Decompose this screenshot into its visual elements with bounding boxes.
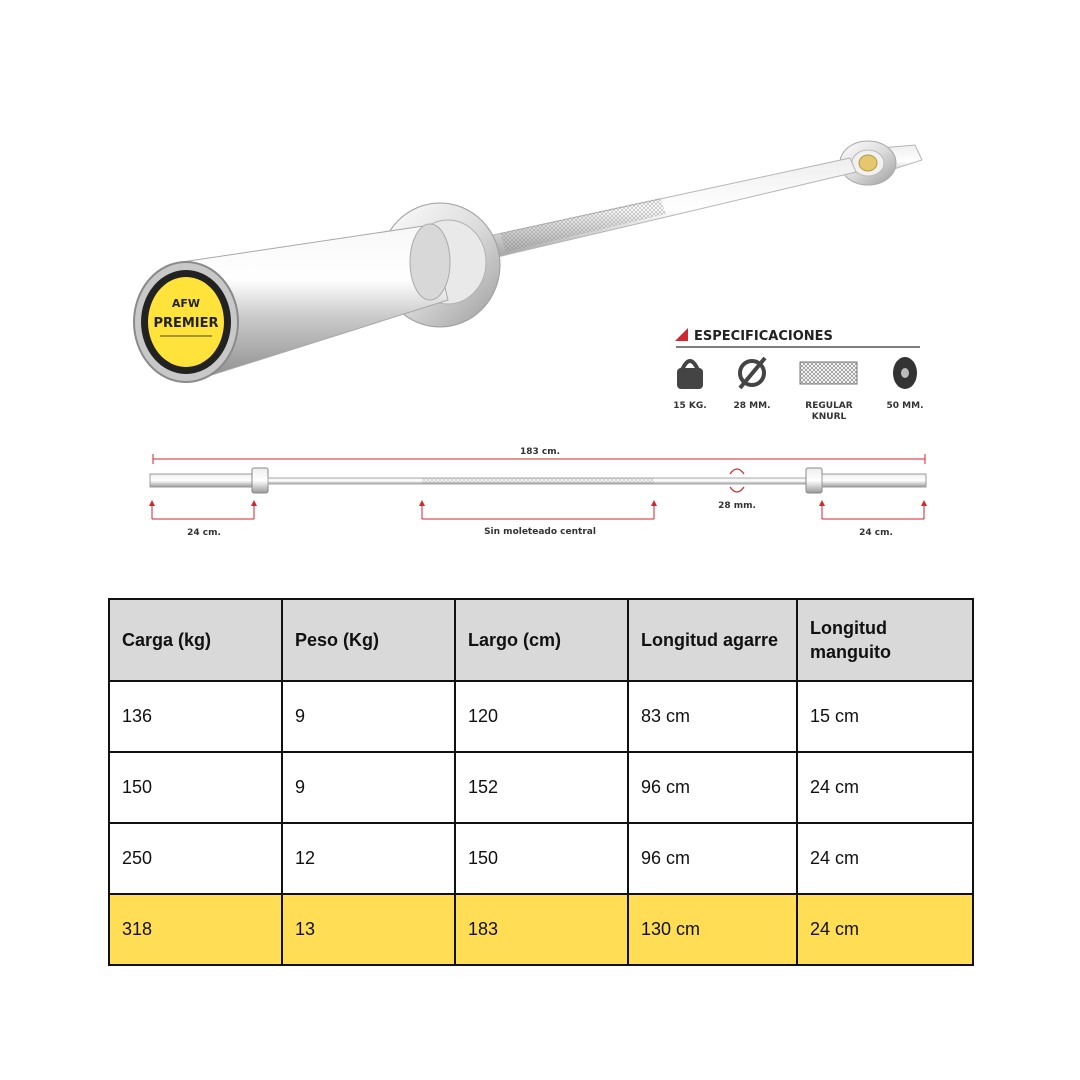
left-sleeve-dim-label: 24 cm. xyxy=(187,528,221,538)
table-header-row xyxy=(109,599,973,681)
specs-title: ESPECIFICACIONES xyxy=(694,329,833,344)
table-cell: 136 xyxy=(109,681,282,752)
header-largo: Largo (cm) xyxy=(455,599,628,681)
diameter-icon xyxy=(740,358,765,388)
table-cell: 96 cm xyxy=(628,823,797,894)
barbell-render xyxy=(134,141,922,382)
logo-line2: PREMIER xyxy=(153,316,219,331)
table-row xyxy=(109,681,973,752)
knurl-pattern-icon xyxy=(800,362,857,384)
table-cell: 120 xyxy=(455,681,628,752)
dimension-diagram xyxy=(149,447,927,538)
table-row xyxy=(109,823,973,894)
kettlebell-icon xyxy=(677,361,703,389)
spec-diameter-label: 28 MM. xyxy=(733,401,771,411)
spec-weight-label: 15 KG. xyxy=(673,401,707,411)
spec-knurl-label-line1: REGULAR xyxy=(805,401,853,411)
table-cell: 13 xyxy=(282,894,455,965)
diameter-dim-label: 28 mm. xyxy=(718,501,756,511)
table-cell: 15 cm xyxy=(797,681,973,752)
table-cell: 24 cm xyxy=(797,823,973,894)
table-cell: 24 cm xyxy=(797,752,973,823)
table-cell: 130 cm xyxy=(628,894,797,965)
total-length-label: 183 cm. xyxy=(519,447,561,457)
spec-sleeve-label: 50 MM. xyxy=(886,401,924,411)
right-sleeve-dim-label: 24 cm. xyxy=(859,528,893,538)
table-cell: 318 xyxy=(109,894,282,965)
spec-knurl-label-line2: KNURL xyxy=(811,412,847,422)
table-row xyxy=(109,752,973,823)
table-cell: 152 xyxy=(455,752,628,823)
header-longitud-manguito: Longitud manguito xyxy=(797,599,973,681)
table-cell: 183 xyxy=(455,894,628,965)
specs-panel xyxy=(673,328,923,422)
table-cell: 12 xyxy=(282,823,455,894)
table-cell: 9 xyxy=(282,681,455,752)
specs-accent-triangle xyxy=(675,328,688,341)
header-peso: Peso (Kg) xyxy=(282,599,455,681)
table-row-highlighted xyxy=(109,894,973,965)
logo-line1: AFW xyxy=(171,297,201,310)
table-cell: 250 xyxy=(109,823,282,894)
weight-plate-icon xyxy=(893,357,917,389)
header-longitud-agarre: Longitud agarre xyxy=(628,599,797,681)
table-cell: 150 xyxy=(455,823,628,894)
table-cell: 150 xyxy=(109,752,282,823)
specs-table xyxy=(108,598,974,966)
table-cell: 83 cm xyxy=(628,681,797,752)
table-cell: 9 xyxy=(282,752,455,823)
header-carga: Carga (kg) xyxy=(109,599,282,681)
center-dim-label: Sin moleteado central xyxy=(484,527,596,537)
table-cell: 96 cm xyxy=(628,752,797,823)
table-cell: 24 cm xyxy=(797,894,973,965)
